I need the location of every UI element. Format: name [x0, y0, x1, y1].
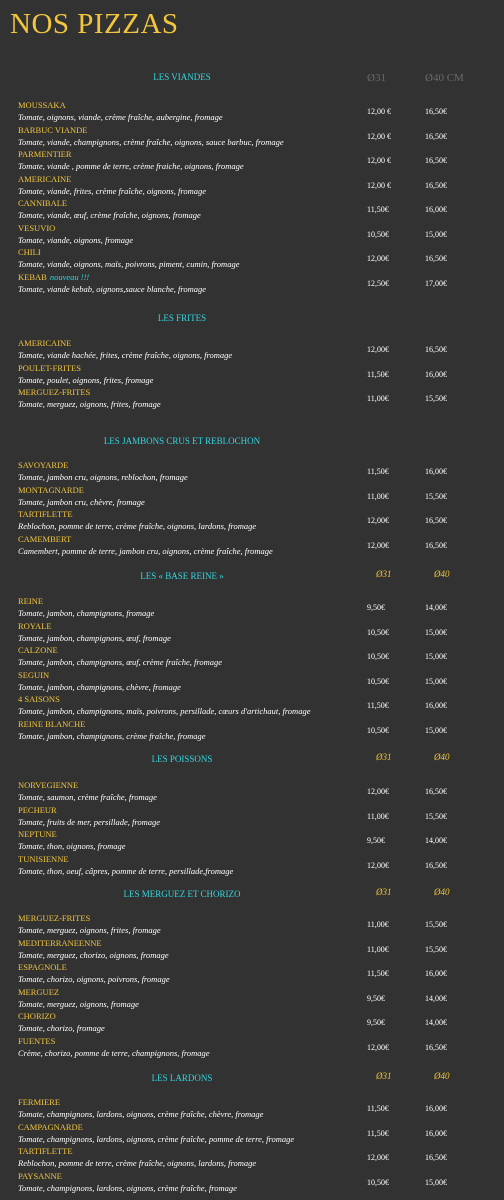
item-name-text: MONTAGNARDE: [18, 484, 84, 495]
price-40: 15,00€: [425, 725, 447, 735]
price-31: 12,00€: [367, 516, 389, 525]
item-name-text: CHORIZO: [18, 1011, 56, 1021]
size-31-header: Ø31: [376, 1071, 392, 1081]
new-badge: nouveau !!!: [49, 271, 90, 282]
menu-item: [0, 100, 504, 124]
item-description: Tomate, merguez, oignons, fromage: [18, 998, 139, 1009]
item-name-text: TUNISIENNE: [18, 853, 69, 864]
item-name-text: MERGUEZ-FRITES: [18, 387, 91, 397]
item-name: [18, 485, 84, 495]
price-40: 16,50€: [425, 131, 447, 141]
price-31: 11,00€: [367, 920, 389, 929]
item-name: [18, 149, 72, 159]
size-31-header: Ø31: [376, 752, 392, 762]
item-description: Tomate, jambon, champignons, fromage: [18, 608, 155, 618]
price-40: 15,50€: [425, 920, 447, 929]
price-31: 12,00€: [367, 540, 389, 550]
item-name: [18, 125, 88, 135]
menu-item: [0, 223, 504, 247]
item-description: Tomate, viande, œuf, crème fraîche, oignons, fromage: [18, 210, 201, 220]
price-31: 11,50€: [367, 205, 389, 214]
item-name: [18, 460, 68, 470]
item-name-text: MERGUEZ-FRITES: [18, 913, 91, 923]
price-40: 16,50€: [425, 254, 447, 263]
item-name: [18, 962, 67, 972]
item-name: [18, 363, 81, 373]
item-name: [18, 805, 57, 815]
price-40: 16,00€: [425, 1104, 447, 1113]
item-name-text: REINE BLANCHE: [18, 718, 86, 729]
item-name-text: VESUVIO: [18, 222, 56, 233]
item-name-text: SEGUIN: [18, 669, 50, 680]
item-name-text: ESPAGNOLE: [18, 962, 67, 972]
item-description: Reblochon, pomme de terre, crème fraîche, oignons, lardons, fromage: [18, 521, 257, 531]
menu-item: [0, 645, 504, 669]
price-40: 14,00€: [425, 836, 447, 845]
item-name: [18, 387, 90, 397]
menu-item: [0, 1171, 504, 1195]
menu-item: [0, 247, 504, 271]
item-name: [18, 1146, 73, 1156]
price-40: 16,50€: [425, 1153, 447, 1162]
item-name-text: TARTIFLETTE: [18, 1146, 73, 1156]
price-31: 10,50€: [367, 627, 389, 637]
menu-item: [0, 829, 504, 853]
item-name-text: NORVEGIENNE: [18, 780, 79, 790]
item-name-text: AMERICAINE: [18, 338, 72, 348]
price-40: 15,50€: [425, 944, 447, 954]
price-40: 14,00€: [425, 993, 447, 1003]
item-name-text: MOUSSAKA: [18, 100, 66, 110]
item-name: [18, 694, 60, 704]
item-name-text: CHILI: [18, 247, 41, 257]
item-description: Tomate, poulet, oignons, frites, fromage: [18, 374, 154, 385]
item-name-text: KEBAB: [18, 271, 47, 282]
price-31: 11,50€: [367, 969, 389, 978]
menu-item: [0, 174, 504, 198]
menu-item: [0, 719, 504, 743]
price-31: 9,50€: [367, 993, 385, 1003]
price-40: 15,00€: [425, 229, 447, 239]
item-description: Tomate, viande , pomme de terre, crème fraiche, oignons, fromage: [18, 161, 244, 171]
section-title: LES LARDONS: [151, 1073, 213, 1083]
price-40: 16,50€: [425, 107, 447, 116]
price-31: 12,00€: [367, 254, 389, 263]
size-40-header: Ø40: [434, 1071, 450, 1081]
price-40: 15,50€: [425, 491, 447, 501]
price-31: 11,50€: [367, 467, 389, 476]
item-name-text: BARBUC VIANDE: [18, 124, 88, 135]
menu-item: [0, 621, 504, 645]
price-31: 9,50€: [367, 836, 385, 845]
menu-item: [0, 780, 504, 804]
price-31: 10,50€: [367, 676, 389, 686]
price-40: 14,00€: [425, 603, 447, 612]
section-title: LES JAMBONS CRUS ET REBLOCHON: [103, 436, 261, 446]
item-description: Tomate, merguez, chorizo, oignons, fromage: [18, 949, 169, 960]
item-name-text: SAVOYARDE: [18, 460, 69, 470]
item-name: [18, 645, 58, 655]
price-31: 12,00 €: [367, 156, 391, 165]
item-name: [18, 272, 89, 282]
price-40: 16,00€: [425, 467, 447, 476]
price-40: 15,50€: [425, 394, 447, 403]
menu-item: [0, 670, 504, 694]
item-name-text: FUENTES: [18, 1035, 56, 1046]
menu-item: [0, 1011, 504, 1035]
item-name: [18, 780, 78, 790]
item-description: Tomate, fruits de mer, persillade, fromage: [18, 816, 160, 827]
item-name: [18, 338, 71, 348]
price-31: 12,00€: [367, 860, 389, 870]
price-40: 16,50€: [425, 540, 447, 550]
item-description: Tomate, jambon cru, oignons, reblochon, fromage: [18, 472, 188, 482]
item-name-text: REINE: [18, 596, 44, 606]
size-40-header: Ø40 CM: [425, 72, 464, 84]
price-31: 9,50€: [367, 603, 385, 612]
menu-item: [0, 485, 504, 509]
price-40: 15,00€: [425, 676, 447, 686]
price-31: 10,50€: [367, 1177, 389, 1187]
menu-item: [0, 1036, 504, 1060]
item-description: Tomate, viande kebab, oignons,sauce blanche, fromage: [18, 283, 206, 294]
item-name-text: CAMEMBERT: [18, 533, 72, 544]
price-40: 16,50€: [425, 156, 447, 165]
item-name-text: PAYSANNE: [18, 1170, 62, 1181]
item-name: [18, 198, 67, 208]
item-name: [18, 1122, 83, 1132]
item-description: Tomate, jambon, champignons, crème fraîche, fromage: [18, 730, 206, 741]
item-description: Tomate, oignons, viande, crème fraîche, aubergine, fromage: [18, 112, 223, 122]
item-description: Tomate, jambon cru, chèvre, fromage: [18, 496, 145, 507]
item-description: Tomate, viande, champignons, crème fraîche, oignons, sauce barbuc, fromage: [18, 136, 284, 147]
price-31: 11,50€: [367, 369, 389, 379]
menu-item: [0, 805, 504, 829]
item-name-text: CAMPAGNARDE: [18, 1121, 83, 1132]
item-name-text: ROYALE: [18, 620, 52, 631]
menu-item: [0, 1097, 504, 1121]
menu-item: [0, 1146, 504, 1170]
item-name: [18, 534, 71, 544]
price-31: 11,00€: [367, 394, 389, 403]
price-31: 12,00€: [367, 1042, 389, 1052]
item-description: Tomate, chorizo, fromage: [18, 1023, 105, 1033]
item-name-text: FERMIERE: [18, 1097, 61, 1107]
menu-item: [0, 1122, 504, 1146]
price-31: 12,00 €: [367, 107, 391, 116]
price-31: 12,00€: [367, 787, 389, 796]
item-description: Tomate, champignons, lardons, oignons, crème fraîche, fromage: [18, 1182, 237, 1193]
price-31: 11,50€: [367, 701, 389, 710]
item-name: [18, 1011, 56, 1021]
item-name: [18, 509, 73, 519]
menu-item: [0, 149, 504, 173]
item-description: Tomate, merguez, oignons, frites, fromage: [18, 399, 161, 409]
price-31: 11,50€: [367, 1128, 389, 1138]
price-31: 11,00€: [367, 491, 389, 501]
item-name: [18, 247, 41, 257]
item-name-text: PARMENTIER: [18, 149, 72, 159]
item-name: [18, 987, 59, 997]
item-name-text: MEDITERRANEENNE: [18, 937, 102, 948]
price-40: 15,00€: [425, 652, 447, 661]
section-title: LES MERGUEZ ET CHORIZO: [123, 889, 241, 899]
price-40: 16,50€: [425, 345, 447, 354]
item-description: Tomate, thon, oignons, fromage: [18, 841, 126, 851]
item-name: [18, 829, 57, 839]
section-title: LES VIANDES: [153, 72, 211, 82]
item-name: [18, 719, 85, 729]
item-name-text: TARTIFLETTE: [18, 509, 73, 519]
price-40: 17,00€: [425, 278, 447, 288]
price-31: 10,50€: [367, 725, 389, 735]
item-name: [18, 1036, 55, 1046]
item-description: Tomate, thon, oeuf, câpres, pomme de terre, persillade,fromage: [18, 865, 234, 876]
item-description: Camembert, pomme de terre, jambon cru, oignons, crème fraîche, fromage: [18, 545, 273, 556]
item-description: Tomate, viande, oignons, fromage: [18, 234, 134, 245]
item-name: [18, 938, 102, 948]
item-description: Tomate, saumon, crème fraîche, fromage: [18, 792, 157, 802]
item-name: [18, 670, 49, 680]
price-31: 10,50€: [367, 229, 389, 239]
price-31: 12,00 €: [367, 131, 391, 141]
item-name: [18, 223, 55, 233]
price-31: 11,00€: [367, 811, 389, 821]
menu-item: [0, 338, 504, 362]
item-name: [18, 913, 90, 923]
menu-item: [0, 694, 504, 718]
price-40: 16,00€: [425, 369, 447, 379]
price-40: 16,50€: [425, 516, 447, 525]
item-description: Tomate, champignons, lardons, oignons, crème fraîche, pomme de terre, fromage: [18, 1133, 295, 1144]
item-name-text: CALZONE: [18, 645, 58, 655]
price-40: 15,00€: [425, 1177, 447, 1187]
item-name-text: POULET-FRITES: [18, 362, 81, 373]
item-name-text: 4 SAISONS: [18, 694, 60, 704]
item-description: Reblochon, pomme de terre, crème fraîche, oignons, lardons, fromage: [18, 1158, 257, 1168]
item-name: [18, 1097, 60, 1107]
price-31: 10,50€: [367, 652, 389, 661]
item-name: [18, 1171, 62, 1181]
section-title: LES « BASE REINE »: [140, 571, 224, 581]
item-description: Tomate, chorizo, oignons, poivrons, fromage: [18, 974, 170, 984]
menu-item: [0, 272, 504, 296]
price-40: 16,00€: [425, 1128, 447, 1138]
page-title: NOS PIZZAS: [10, 8, 179, 40]
size-40-header: Ø40: [434, 887, 450, 897]
menu-item: [0, 387, 504, 411]
item-name-text: CANNIBALE: [18, 198, 68, 208]
item-description: Tomate, viande, frites, crème fraîche, oignons, fromage: [18, 185, 207, 196]
menu-item: [0, 460, 504, 484]
section-title: LES FRITES: [157, 313, 207, 323]
item-description: Tomate, jambon, champignons, œuf, fromage: [18, 632, 171, 643]
item-description: Tomate, viande, oignons, maïs, poivrons, piment, cumin, fromage: [18, 259, 240, 269]
price-40: 16,00€: [425, 701, 447, 710]
price-31: 11,00€: [367, 944, 389, 954]
item-description: Tomate, jambon, champignons, œuf, crème fraîche, fromage: [18, 657, 223, 667]
menu-item: [0, 509, 504, 533]
price-40: 14,00€: [425, 1018, 447, 1027]
item-description: Tomate, jambon, champignons, maïs, poivrons, persillade, cœurs d'artichaut, fromage: [18, 706, 311, 716]
item-name: [18, 854, 69, 864]
price-31: 12,00€: [367, 345, 389, 354]
item-name: [18, 621, 52, 631]
price-40: 16,50€: [425, 787, 447, 796]
price-31: 12,50€: [367, 278, 389, 288]
price-31: 12,00 €: [367, 180, 391, 190]
size-40-header: Ø40: [434, 752, 450, 762]
menu-item: [0, 125, 504, 149]
size-40-header: Ø40: [434, 569, 450, 579]
size-31-header: Ø31: [376, 569, 392, 579]
item-name-text: MERGUEZ: [18, 986, 60, 997]
price-31: 9,50€: [367, 1018, 385, 1027]
item-name-text: PECHEUR: [18, 804, 57, 815]
price-40: 16,50€: [425, 860, 447, 870]
item-description: Crème, chorizo, pomme de terre, champignons, fromage: [18, 1047, 210, 1058]
item-description: Tomate, jambon, champignons, chèvre, fromage: [18, 681, 181, 692]
price-40: 15,50€: [425, 811, 447, 821]
menu-item: [0, 198, 504, 222]
price-31: 11,50€: [367, 1104, 389, 1113]
price-31: 12,00€: [367, 1153, 389, 1162]
price-40: 15,00€: [425, 627, 447, 637]
item-name-text: NEPTUNE: [18, 829, 57, 839]
section-title: LES POISSONS: [151, 754, 213, 764]
menu-item: [0, 363, 504, 387]
item-name-text: AMERICAINE: [18, 173, 72, 184]
item-description: Tomate, merguez, oignons, frites, fromage: [18, 925, 161, 935]
item-description: Tomate, champignons, lardons, oignons, crème fraîche, chèvre, fromage: [18, 1109, 264, 1119]
size-31-header: Ø31: [367, 72, 386, 84]
price-40: 16,00€: [425, 969, 447, 978]
item-name: [18, 100, 66, 110]
item-name: [18, 174, 71, 184]
item-description: Tomate, viande hachée, frites, crème fraîche, oignons, fromage: [18, 350, 233, 360]
menu-item: [0, 938, 504, 962]
menu-item: [0, 854, 504, 878]
price-40: 16,00€: [425, 205, 447, 214]
menu-item: [0, 987, 504, 1011]
menu-item: [0, 596, 504, 620]
price-40: 16,50€: [425, 180, 447, 190]
menu-item: [0, 913, 504, 937]
size-31-header: Ø31: [376, 887, 392, 897]
item-name: [18, 596, 43, 606]
menu-item: [0, 534, 504, 558]
menu-item: [0, 962, 504, 986]
price-40: 16,50€: [425, 1042, 447, 1052]
